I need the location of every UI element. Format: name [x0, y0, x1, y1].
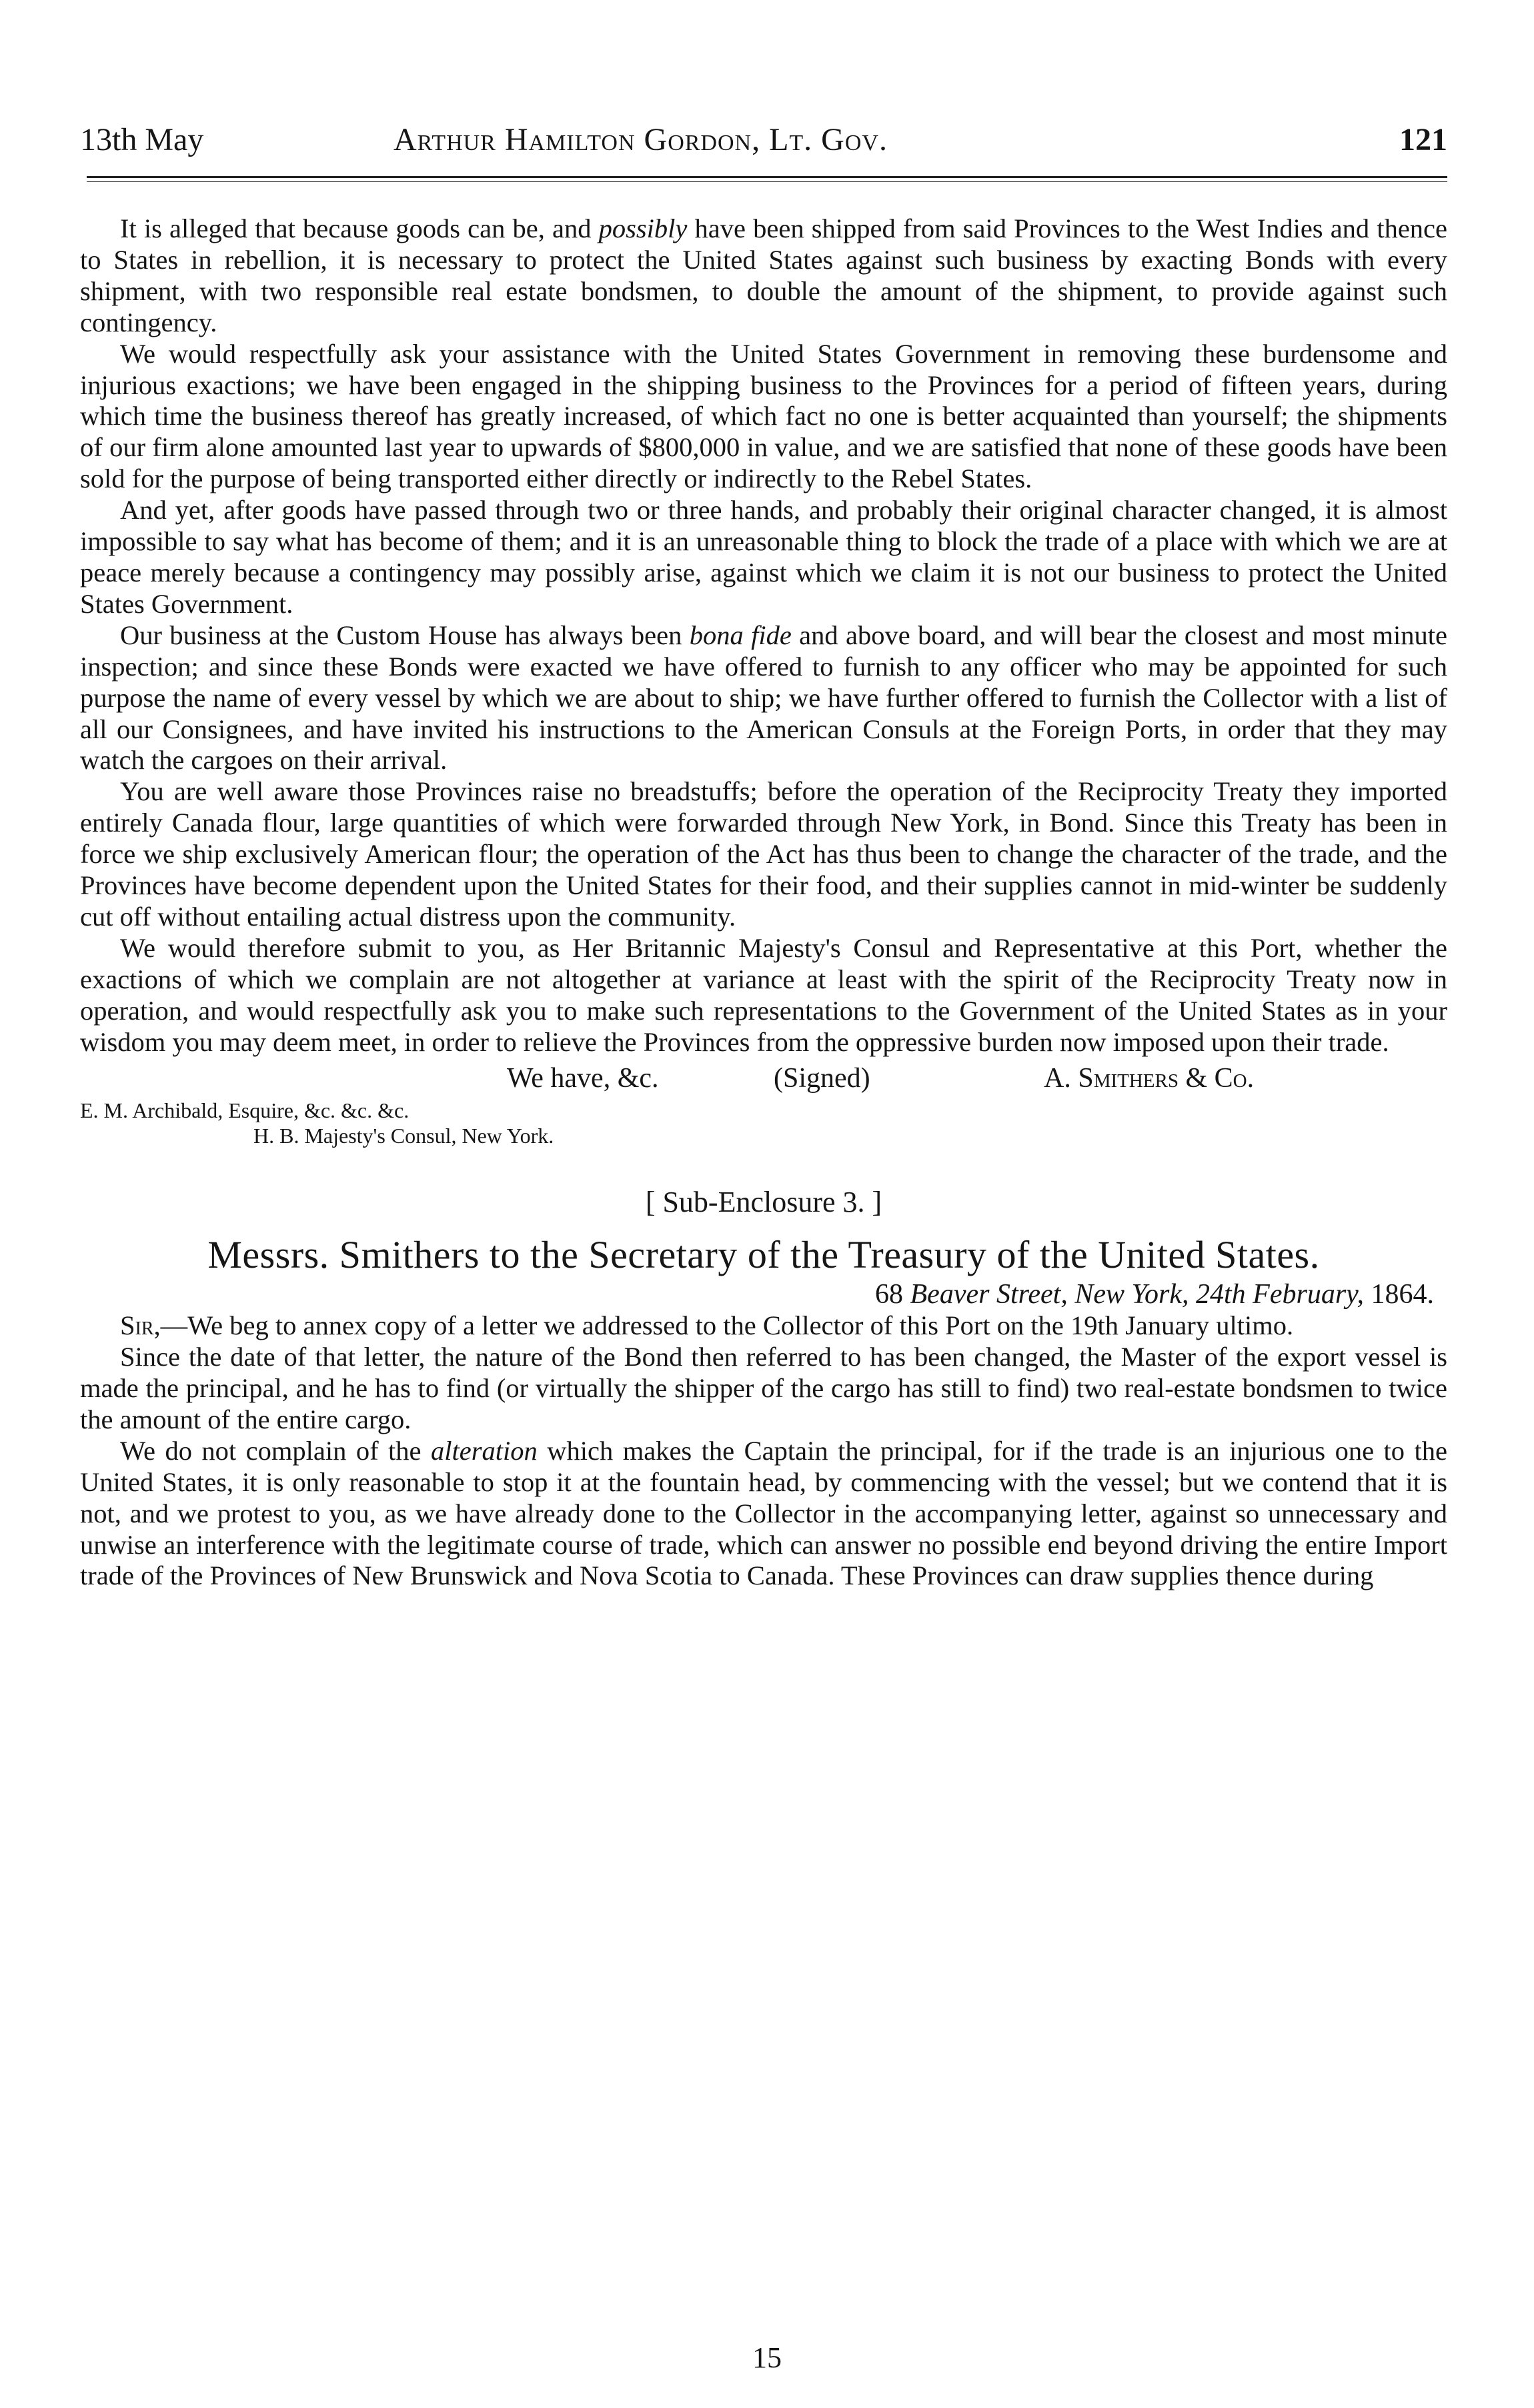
text-run: Our business at the Custom House has always been [120, 620, 690, 650]
salutation: Sir, [120, 1310, 161, 1341]
text-run: have been shipped from said Provinces to the West Indies and thence to States in rebellion, it is necessary to protect the United States against such business by exacting Bonds with every shipment, with two responsible real estate bondsmen, to double the amount of the shipment, to provide against such contingency. [80, 213, 1447, 337]
text-run: which makes the Captain the principal, for if the trade is an injurious one to the United States, it is only reasonable to stop it at the fountain head, by commencing with the vessel; but we contend that it is not, and we protest to you, as we have already done to the Collector in the accompanying letter, against so unnecessary and unwise an interference with the legitimate course of trade, which can answer no possible end beyond driving the entire Import trade of the Provinces of New Brunswick and Nova Scotia to Canada. These Provinces can draw supplies thence during [80, 1435, 1447, 1591]
paragraph: You are well aware those Provinces raise no breadstuffs; before the operation of the Reciprocity Treaty they imported entirely Canada flour, large quantities of which were forwarded through New York, in Bond. Since this Treaty has been in force we ship exclusively American flour; the operation of the Act has thus been to change the character of the trade, and the Provinces have become dependent upon the United States for their food, and their supplies cannot in mid-winter be suddenly cut off without entailing actual distress upon the community. [80, 776, 1447, 932]
text-run: We do not complain of the [120, 1435, 432, 1466]
paragraph: We would therefore submit to you, as Her Britannic Majesty's Consul and Representative at this Port, whether the exactions of which we complain are not altogether at variance at least with the spirit of the Reciprocity Treaty now in operation, and would respectfully ask you to make such representations to the Government of the United States as in your wisdom you may deem meet, in order to relieve the Provinces from the oppressive burden now imposed upon their trade. [80, 932, 1447, 1057]
italic-run: possibly [598, 213, 688, 243]
dateline-number: 68 [875, 1279, 910, 1310]
signature-mark: 15 [752, 2341, 782, 2374]
sub-enclosure-label: [ Sub-Enclosure 3. ] [645, 1186, 882, 1219]
italic-run: bona fide [689, 620, 792, 650]
signed-mark: (Signed) [774, 1063, 870, 1094]
italic-run: alteration [431, 1435, 538, 1466]
addressee-line-2: H. B. Majesty's Consul, New York. [253, 1124, 554, 1148]
running-header [80, 121, 1447, 168]
dateline-place: Beaver Street, New York, 24th February, [910, 1279, 1364, 1310]
addressee [80, 1098, 1447, 1148]
header-rule-thin [87, 181, 1447, 182]
dateline [80, 1279, 1447, 1310]
paragraph: And yet, after goods have passed through two or three hands, and probably their original character changed, it is almost impossible to say what has become of them; and it is an unreasonable thing to block the trade of a place with which we are at peace merely because a contingency may possibly arise, against which we claim it is not our business to protect the United States Government. [80, 495, 1447, 619]
section-title: Messrs. Smithers to the Secretary of the Treasury of the United States. [207, 1233, 1320, 1277]
text-run: It is alleged that because goods can be, and [120, 213, 599, 243]
signatory-name: A. Smithers & Co. [1044, 1063, 1255, 1094]
addressee-line-1: E. M. Archibald, Esquire, &c. &c. &c. [80, 1098, 410, 1123]
signature-block [80, 1058, 1447, 1098]
paragraph [80, 213, 1447, 339]
body-text [80, 213, 1447, 1592]
text-run: and above board, and will bear the closest and most minute inspection; and since these Bonds were exacted we have offered to furnish to any officer who may be appointed for such purpose the name of every vessel by which we are about to ship; we have further offered to furnish the Collector with a list of all our Consignees, and have invited his instructions to the American Consuls at the Foreign Ports, in order that they may watch the cargoes on their arrival. [80, 620, 1447, 776]
header-rule-thick [87, 176, 1447, 178]
closing: We have, &c. [507, 1063, 659, 1094]
paragraph: Since the date of that letter, the nature of the Bond then referred to has been changed, the Master of the export vessel is made the principal, and he has to find (or virtually the shipper of the cargo has still to find) two real-estate bondsmen to twice the amount of the entire cargo. [80, 1342, 1447, 1434]
paragraph: We would respectfully ask your assistance with the United States Government in removing these burdensome and injurious exactions; we have been engaged in the shipping business to the Provinces for a period of fifteen years, during which time the business thereof has greatly increased, of which fact no one is better acquainted than yourself; the shipments of our firm alone amounted last year to upwards of $800,000 in value, and we are satisfied that none of these goods have been sold for the purpose of being transported either directly or indirectly to the Rebel States. [80, 338, 1447, 494]
header-title: Arthur Hamilton Gordon, Lt. Gov. [394, 122, 888, 157]
paragraph [80, 620, 1447, 777]
dateline-year: 1864. [1364, 1279, 1434, 1310]
page-number: 121 [1399, 122, 1447, 157]
text-run: —We beg to annex copy of a letter we addressed to the Collector of this Port on the 19th January ultimo. [160, 1310, 1294, 1341]
paragraph [80, 1310, 1447, 1342]
paragraph [80, 1436, 1447, 1592]
header-date: 13th May [80, 122, 204, 157]
